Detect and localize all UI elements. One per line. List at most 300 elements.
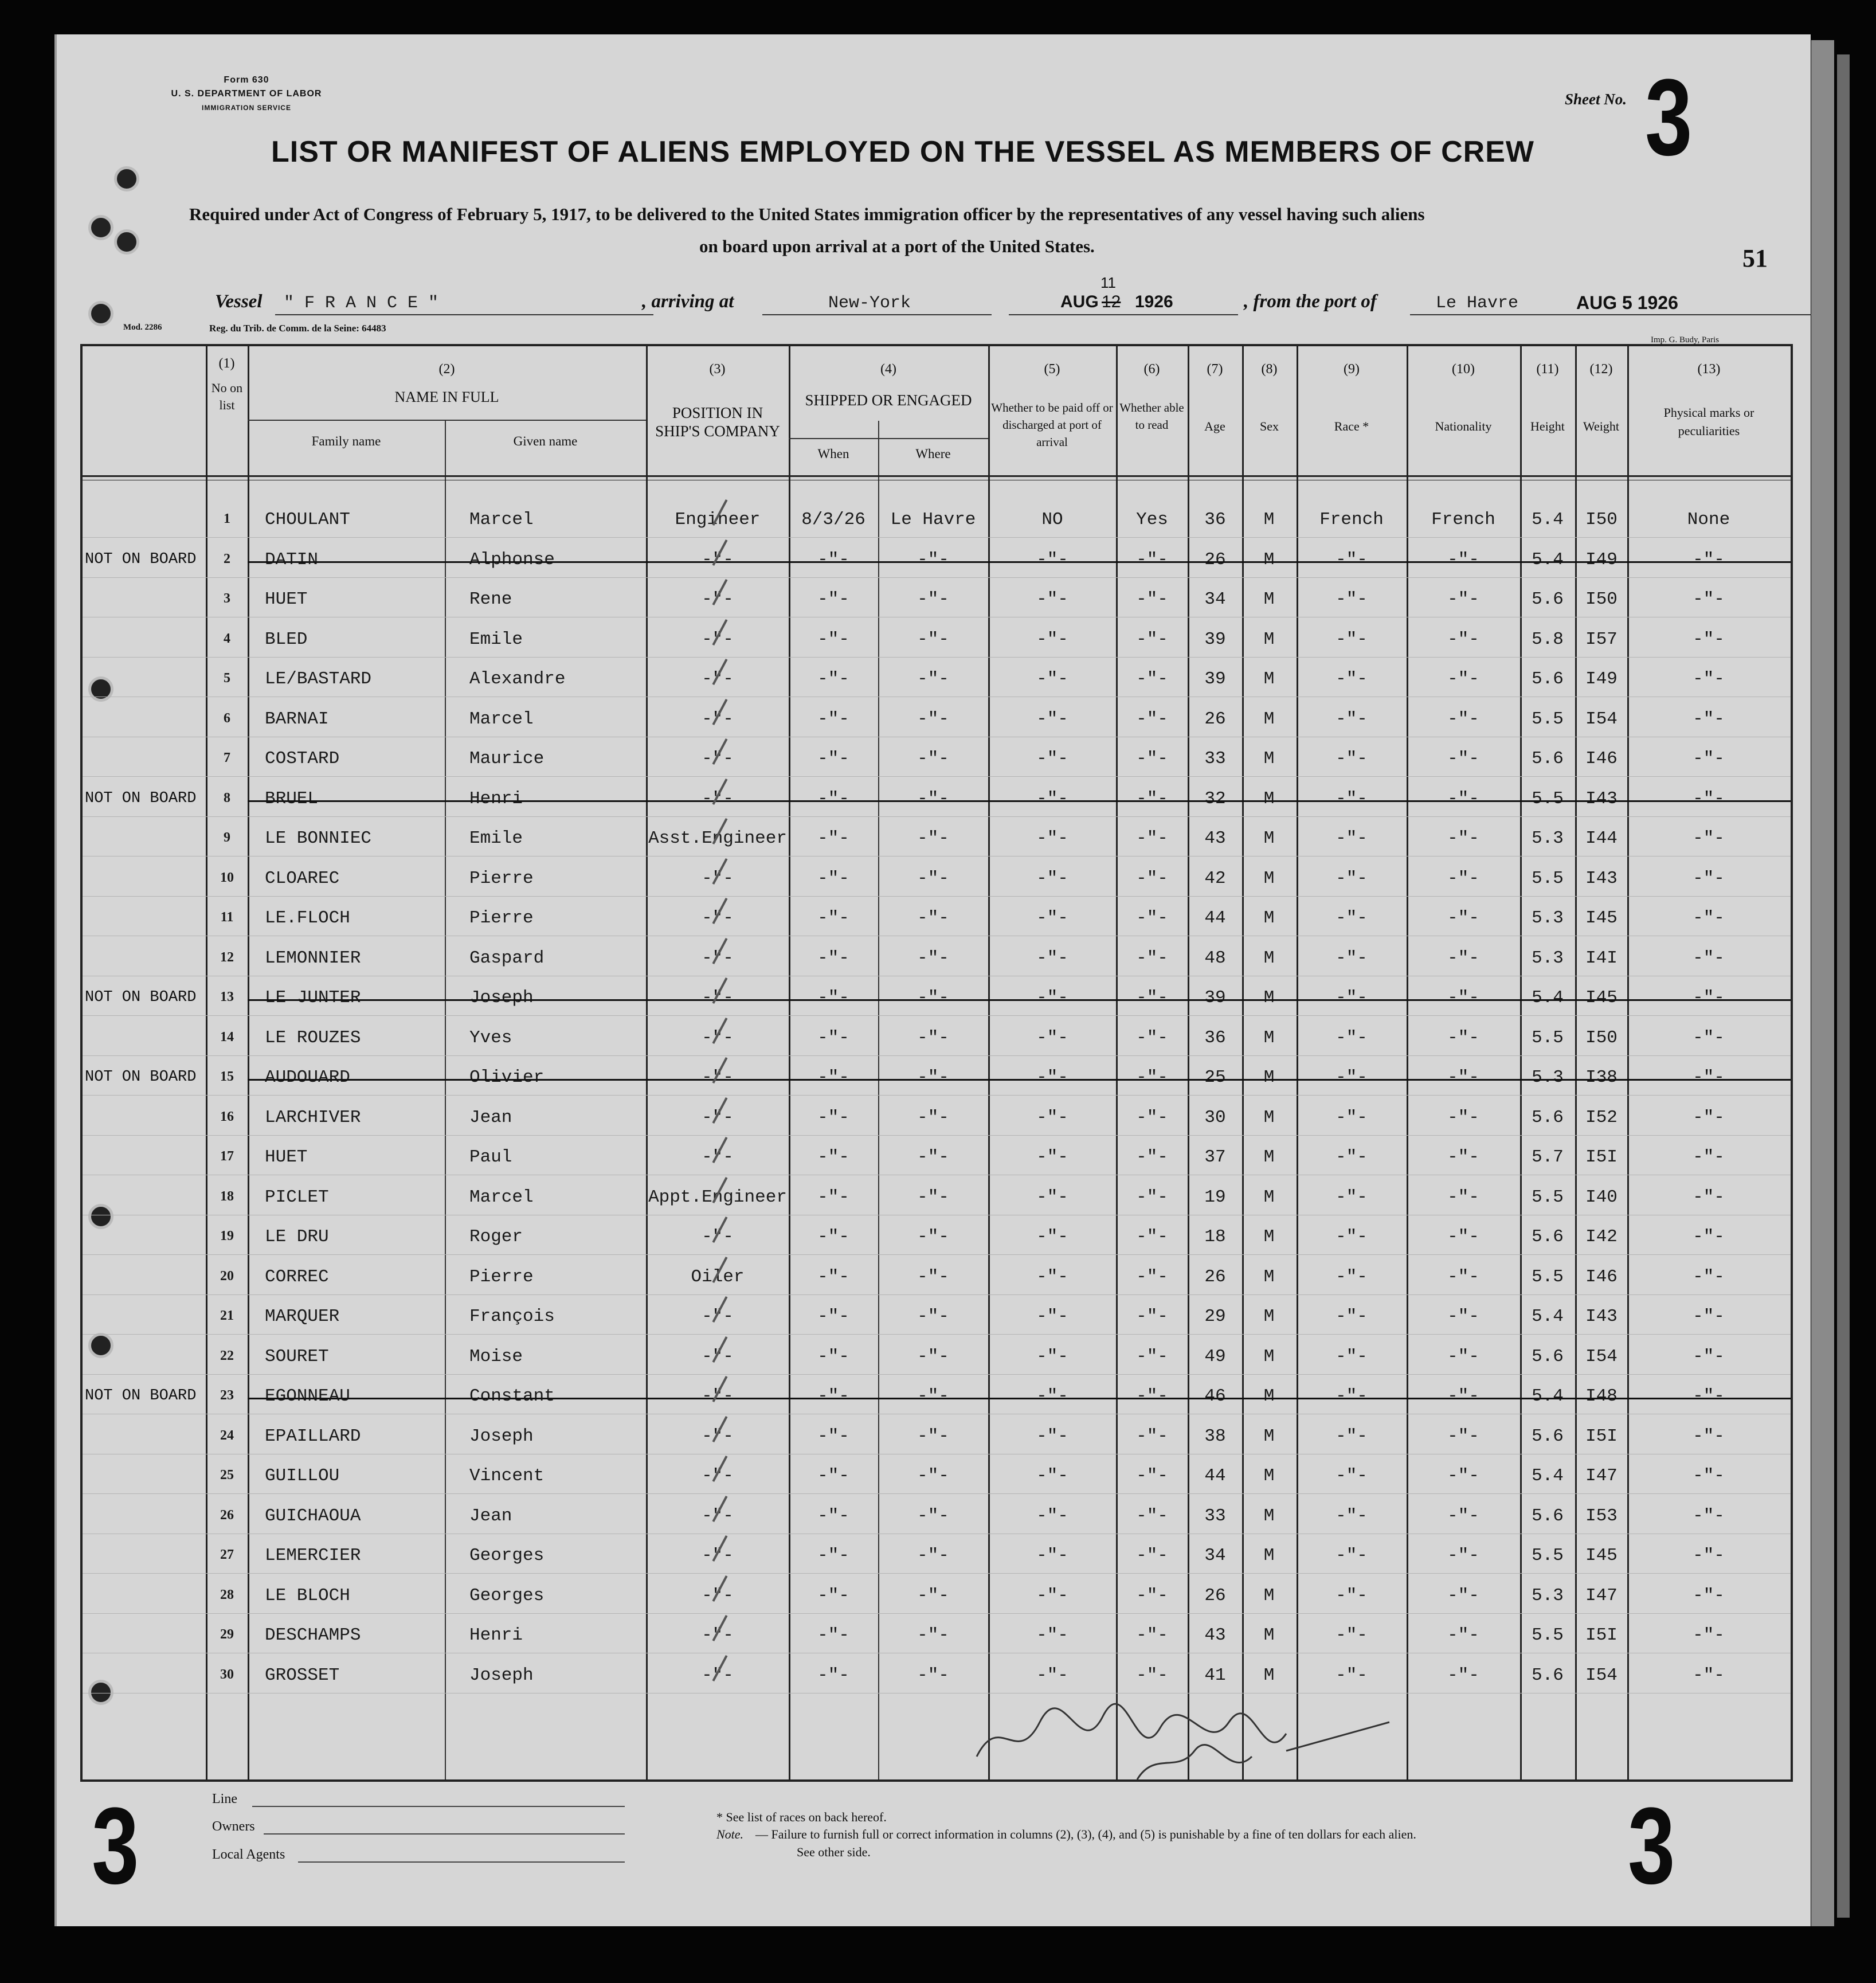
cell-where: -"-	[917, 1625, 949, 1645]
cell-sex: M	[1263, 1266, 1275, 1287]
cell-no: 19	[220, 1229, 234, 1243]
cell-where: -"-	[917, 629, 949, 650]
row-rule	[83, 776, 1791, 777]
cell-weight: I50	[1585, 510, 1617, 530]
cell-marks: -"-	[1693, 1187, 1725, 1207]
cell-given: Marcel	[469, 1187, 534, 1207]
cell-age: 26	[1204, 549, 1226, 570]
cell-marks: -"-	[1693, 1346, 1725, 1367]
cell-sex: M	[1263, 749, 1275, 769]
cell-position: -"-	[702, 1027, 734, 1048]
row-rule	[83, 577, 1791, 578]
vessel-label: Vessel	[215, 291, 263, 312]
cell-read: -"-	[1136, 1147, 1168, 1167]
page-number: 51	[1742, 244, 1768, 272]
cell-family: DESCHAMPS	[265, 1625, 361, 1645]
date-underline	[1009, 314, 1238, 315]
cell-family: GUICHAOUA	[265, 1505, 361, 1526]
cell-when: -"-	[817, 1466, 849, 1486]
arrival-day: 12	[1102, 292, 1121, 311]
cell-when: -"-	[817, 629, 849, 650]
cell-nat: -"-	[1447, 1426, 1479, 1446]
cell-where: -"-	[917, 1107, 949, 1128]
cell-no: 25	[220, 1468, 234, 1483]
cell-age: 39	[1204, 629, 1226, 650]
cell-sex: M	[1263, 988, 1275, 1008]
cell-position: -"-	[702, 669, 734, 689]
cell-height: 5.3	[1532, 1067, 1564, 1088]
cell-race: -"-	[1335, 1546, 1368, 1566]
owners-label: Owners	[212, 1819, 255, 1834]
cell-nat: -"-	[1447, 1466, 1479, 1486]
col3-label: POSITION IN SHIP'S COMPANY	[655, 404, 780, 440]
not-on-board-note: NOT ON BOARD	[85, 789, 197, 807]
cell-position: -"-	[702, 549, 734, 570]
cell-age: 43	[1204, 1625, 1226, 1645]
cell-weight: I54	[1585, 709, 1617, 729]
printer: Imp. G. Budy, Paris	[1651, 335, 1720, 345]
cell-age: 30	[1204, 1107, 1226, 1128]
cell-when: -"-	[817, 988, 849, 1008]
cell-nat: -"-	[1447, 868, 1479, 889]
cell-paid: -"-	[1036, 1665, 1068, 1685]
cell-family: CLOAREC	[265, 868, 340, 889]
cell-paid: -"-	[1036, 1346, 1068, 1367]
cell-weight: I45	[1585, 1546, 1617, 1566]
cell-sex: M	[1263, 868, 1275, 889]
cell-given: Alphonse	[469, 549, 555, 570]
cell-no: 22	[220, 1348, 234, 1363]
cell-no: 21	[220, 1308, 234, 1323]
cell-read: -"-	[1136, 1546, 1168, 1566]
cell-when: -"-	[817, 1346, 849, 1367]
cell-read: -"-	[1136, 1067, 1168, 1088]
cell-sex: M	[1263, 1386, 1275, 1406]
cell-nat: French	[1431, 510, 1495, 530]
cell-paid: -"-	[1036, 1426, 1068, 1446]
cell-age: 36	[1204, 1027, 1226, 1048]
cell-nat: -"-	[1447, 1505, 1479, 1526]
row-rule	[83, 816, 1791, 817]
cell-age: 33	[1204, 1505, 1226, 1526]
cell-sex: M	[1263, 1426, 1275, 1446]
cell-when: -"-	[817, 1546, 849, 1566]
cell-height: 5.3	[1532, 908, 1564, 928]
cell-paid: -"-	[1036, 1466, 1068, 1486]
cell-position: -"-	[702, 1107, 734, 1128]
cell-weight: I47	[1585, 1585, 1617, 1606]
cell-no: 2	[224, 551, 230, 566]
col2-number: (2)	[438, 362, 455, 377]
row-rule	[83, 896, 1791, 897]
mod-label: Mod. 2286	[123, 323, 162, 332]
cell-paid: -"-	[1036, 1187, 1068, 1207]
cell-when: -"-	[817, 1426, 849, 1446]
cell-position: -"-	[702, 1307, 734, 1327]
cell-sex: M	[1263, 788, 1275, 809]
cell-age: 18	[1204, 1227, 1226, 1247]
cell-age: 25	[1204, 1067, 1226, 1088]
cell-marks: -"-	[1693, 709, 1725, 729]
cell-read: -"-	[1136, 988, 1168, 1008]
punch-hole	[88, 215, 113, 240]
cell-given: Joseph	[469, 1426, 534, 1446]
cell-height: 5.6	[1532, 1346, 1564, 1367]
cell-given: Jean	[469, 1505, 512, 1526]
cell-family: BARNAI	[265, 709, 329, 729]
crew-table	[80, 344, 1793, 1782]
cell-nat: -"-	[1447, 629, 1479, 650]
cell-no: 12	[220, 949, 234, 965]
cell-family: HUET	[265, 1147, 308, 1167]
cell-nat: -"-	[1447, 788, 1479, 809]
cell-marks: -"-	[1693, 1665, 1725, 1685]
cell-family: PICLET	[265, 1187, 329, 1207]
row-rule	[83, 1135, 1791, 1136]
cell-height: 5.6	[1532, 1107, 1564, 1128]
cell-given: Jean	[469, 1107, 512, 1128]
cell-height: 5.3	[1532, 828, 1564, 848]
cell-family: BLED	[265, 629, 308, 650]
cell-when: -"-	[817, 589, 849, 609]
cell-weight: I49	[1585, 549, 1617, 570]
cell-weight: I42	[1585, 1227, 1617, 1247]
cell-marks: -"-	[1693, 629, 1725, 650]
cell-nat: -"-	[1447, 749, 1479, 769]
cell-weight: I46	[1585, 749, 1617, 769]
cell-position: Engineer	[675, 510, 761, 530]
col2a-label: Family name	[311, 434, 381, 448]
cell-nat: -"-	[1447, 709, 1479, 729]
cell-family: SOURET	[265, 1346, 329, 1367]
cell-family: EPAILLARD	[265, 1426, 361, 1446]
cell-family: GUILLOU	[265, 1466, 340, 1486]
strike-through-line	[248, 1079, 1791, 1081]
subtitle-line2: on board upon arrival at a port of the United States.	[699, 236, 1095, 256]
cell-weight: I44	[1585, 828, 1617, 848]
cell-paid: -"-	[1036, 788, 1068, 809]
cell-race: -"-	[1335, 988, 1368, 1008]
cell-weight: I49	[1585, 669, 1617, 689]
cell-no: 24	[220, 1427, 234, 1443]
form-header	[155, 73, 338, 115]
col5-label: Whether to be paid off or discharged at port of arrival	[991, 401, 1113, 449]
col4b-label: Where	[915, 447, 951, 461]
cell-race: -"-	[1335, 1266, 1368, 1287]
cell-nat: -"-	[1447, 1227, 1479, 1247]
cell-when: -"-	[817, 1665, 849, 1685]
cell-nat: -"-	[1447, 1346, 1479, 1367]
cell-position: -"-	[702, 1386, 734, 1406]
cell-weight: I38	[1585, 1067, 1617, 1088]
cell-age: 34	[1204, 1546, 1226, 1566]
cell-paid: -"-	[1036, 988, 1068, 1008]
cell-no: 23	[220, 1388, 234, 1403]
cell-weight: I54	[1585, 1346, 1617, 1367]
col-divider	[206, 346, 207, 1779]
cell-sex: M	[1263, 1585, 1275, 1606]
cell-marks: None	[1687, 510, 1730, 530]
cell-race: French	[1319, 510, 1384, 530]
cell-family: CHOULANT	[265, 510, 350, 530]
cell-paid: -"-	[1036, 1107, 1068, 1128]
cell-race: -"-	[1335, 1187, 1368, 1207]
col12-label: Weight	[1583, 419, 1619, 433]
cell-nat: -"-	[1447, 908, 1479, 928]
row-rule	[83, 1613, 1791, 1614]
cell-when: -"-	[817, 1505, 849, 1526]
cell-age: 26	[1204, 1585, 1226, 1606]
cell-paid: -"-	[1036, 629, 1068, 650]
line-label: Line	[212, 1792, 237, 1806]
shipped-subheader-line	[789, 438, 988, 439]
cell-weight: I40	[1585, 1187, 1617, 1207]
cell-read: -"-	[1136, 828, 1168, 848]
cell-read: -"-	[1136, 749, 1168, 769]
cell-family: GROSSET	[265, 1665, 340, 1685]
cell-sex: M	[1263, 908, 1275, 928]
sheet-number-top: 3	[1645, 57, 1693, 178]
cell-age: 34	[1204, 589, 1226, 609]
cell-paid: -"-	[1036, 1227, 1068, 1247]
name-subheader-line	[248, 420, 646, 421]
cell-no: 18	[220, 1188, 234, 1204]
cell-age: 19	[1204, 1187, 1226, 1207]
cell-height: 5.4	[1532, 1386, 1564, 1406]
cell-marks: -"-	[1693, 1067, 1725, 1088]
cell-age: 36	[1204, 510, 1226, 530]
cell-race: -"-	[1335, 1665, 1368, 1685]
cell-nat: -"-	[1447, 1665, 1479, 1685]
owners-underline	[264, 1833, 625, 1835]
cell-read: -"-	[1136, 1266, 1168, 1287]
cell-no: 17	[220, 1149, 234, 1164]
cell-family: LE BONNIEC	[265, 828, 372, 848]
cell-given: Pierre	[469, 868, 534, 889]
cell-weight: I50	[1585, 1027, 1617, 1048]
cell-sex: M	[1263, 1027, 1275, 1048]
cell-position: -"-	[702, 908, 734, 928]
row-rule	[83, 1334, 1791, 1335]
cell-where: Le Havre	[890, 510, 976, 530]
cell-where: -"-	[917, 1027, 949, 1048]
row-rule	[83, 657, 1791, 658]
cell-height: 5.4	[1532, 988, 1564, 1008]
cell-where: -"-	[917, 1466, 949, 1486]
cell-paid: -"-	[1036, 1625, 1068, 1645]
cell-height: 5.8	[1532, 629, 1564, 650]
cell-race: -"-	[1335, 1307, 1368, 1327]
cell-paid: -"-	[1036, 749, 1068, 769]
cell-read: -"-	[1136, 549, 1168, 570]
row-rule	[83, 1254, 1791, 1255]
col2b-label: Given name	[513, 434, 578, 448]
cell-race: -"-	[1335, 1107, 1368, 1128]
cell-marks: -"-	[1693, 988, 1725, 1008]
cell-marks: -"-	[1693, 1505, 1725, 1526]
cell-race: -"-	[1335, 868, 1368, 889]
col2-label: NAME IN FULL	[394, 389, 499, 405]
cell-read: -"-	[1136, 709, 1168, 729]
page-stack-edge	[1837, 54, 1850, 1918]
cell-no: 3	[224, 591, 230, 606]
cell-read: -"-	[1136, 589, 1168, 609]
header-rule	[83, 475, 1791, 477]
subtitle-line1: Required under Act of Congress of February 5, 1917, to be delivered to the United States immigration officer by the representatives of any vessel having such aliens	[189, 204, 1425, 224]
cell-paid: -"-	[1036, 549, 1068, 570]
cell-position: -"-	[702, 1546, 734, 1566]
cell-no: 16	[220, 1109, 234, 1124]
cell-no: 27	[220, 1547, 234, 1562]
cell-age: 37	[1204, 1147, 1226, 1167]
cell-sex: M	[1263, 1505, 1275, 1526]
cell-sex: M	[1263, 510, 1275, 530]
cell-when: -"-	[817, 908, 849, 928]
col4-label: SHIPPED OR ENGAGED	[805, 392, 972, 409]
cell-read: -"-	[1136, 1307, 1168, 1327]
cell-race: -"-	[1335, 629, 1368, 650]
cell-read: -"-	[1136, 1386, 1168, 1406]
cell-family: HUET	[265, 589, 308, 609]
cell-family: LE JUNTER	[265, 988, 361, 1008]
cell-paid: -"-	[1036, 1585, 1068, 1606]
cell-given: Emile	[469, 629, 523, 650]
cell-marks: -"-	[1693, 1466, 1725, 1486]
cell-marks: -"-	[1693, 749, 1725, 769]
cell-where: -"-	[917, 709, 949, 729]
cell-marks: -"-	[1693, 1107, 1725, 1128]
cell-age: 43	[1204, 828, 1226, 848]
cell-position: -"-	[702, 749, 734, 769]
cell-race: -"-	[1335, 828, 1368, 848]
cell-height: 5.7	[1532, 1147, 1564, 1167]
cell-height: 5.5	[1532, 709, 1564, 729]
cell-sex: M	[1263, 828, 1275, 848]
cell-position: -"-	[702, 948, 734, 968]
cell-position: -"-	[702, 1227, 734, 1247]
cell-no: 30	[220, 1667, 234, 1682]
cell-age: 44	[1204, 908, 1226, 928]
cell-marks: -"-	[1693, 1227, 1725, 1247]
vessel-name: " F R A N C E "	[284, 294, 439, 313]
cell-weight: I50	[1585, 589, 1617, 609]
cell-weight: I43	[1585, 1307, 1617, 1327]
col8-label: Sex	[1260, 419, 1279, 433]
cell-marks: -"-	[1693, 868, 1725, 889]
cell-position: -"-	[702, 1466, 734, 1486]
cell-when: -"-	[817, 749, 849, 769]
cell-nat: -"-	[1447, 1147, 1479, 1167]
cell-where: -"-	[917, 749, 949, 769]
cell-where: -"-	[917, 589, 949, 609]
cell-weight: I48	[1585, 1386, 1617, 1406]
cell-paid: -"-	[1036, 868, 1068, 889]
cell-weight: I46	[1585, 1266, 1617, 1287]
cell-family: BRUEL	[265, 788, 319, 809]
arrival-month: AUG	[1060, 292, 1099, 311]
cell-given: Henri	[469, 1625, 523, 1645]
cell-given: Roger	[469, 1227, 523, 1247]
cell-age: 33	[1204, 749, 1226, 769]
cell-race: -"-	[1335, 669, 1368, 689]
departure-port: Le Havre	[1436, 294, 1519, 313]
cell-given: Marcel	[469, 709, 534, 729]
cell-where: -"-	[917, 1546, 949, 1566]
cell-height: 5.6	[1532, 589, 1564, 609]
cell-nat: -"-	[1447, 1187, 1479, 1207]
cell-position: -"-	[702, 1585, 734, 1606]
cell-when: -"-	[817, 669, 849, 689]
cell-paid: -"-	[1036, 1505, 1068, 1526]
cell-weight: I43	[1585, 868, 1617, 889]
cell-paid: -"-	[1036, 908, 1068, 928]
row-rule	[83, 1015, 1791, 1016]
cell-paid: -"-	[1036, 709, 1068, 729]
cell-when: -"-	[817, 828, 849, 848]
cell-family: COSTARD	[265, 749, 340, 769]
cell-read: -"-	[1136, 908, 1168, 928]
sheet-number-bottom-right: 3	[1628, 1785, 1675, 1907]
cell-read: -"-	[1136, 1187, 1168, 1207]
cell-read: -"-	[1136, 1585, 1168, 1606]
cell-height: 5.5	[1532, 868, 1564, 889]
cell-age: 32	[1204, 788, 1226, 809]
cell-no: 8	[224, 790, 230, 805]
not-on-board-note: NOT ON BOARD	[85, 989, 197, 1006]
cell-nat: -"-	[1447, 1307, 1479, 1327]
cell-sex: M	[1263, 948, 1275, 968]
cell-weight: I45	[1585, 988, 1617, 1008]
cell-age: 38	[1204, 1426, 1226, 1446]
cell-marks: -"-	[1693, 948, 1725, 968]
cell-given: Alexandre	[469, 669, 566, 689]
cell-position: -"-	[702, 1067, 734, 1088]
cell-nat: -"-	[1447, 1585, 1479, 1606]
cell-no: 4	[224, 631, 230, 646]
registry: Reg. du Trib. de Comm. de la Seine: 64483	[209, 323, 386, 334]
cell-where: -"-	[917, 1346, 949, 1367]
strike-through-line	[248, 1398, 1791, 1399]
cell-height: 5.5	[1532, 1027, 1564, 1048]
cell-no: 7	[224, 750, 230, 765]
strike-through-line	[248, 999, 1791, 1001]
cell-where: -"-	[917, 1386, 949, 1406]
cell-sex: M	[1263, 709, 1275, 729]
cell-when: -"-	[817, 1107, 849, 1128]
row-rule	[83, 1055, 1791, 1056]
cell-height: 5.5	[1532, 1187, 1564, 1207]
cell-sex: M	[1263, 1625, 1275, 1645]
not-on-board-note: NOT ON BOARD	[85, 550, 197, 568]
cell-race: -"-	[1335, 1625, 1368, 1645]
cell-weight: I52	[1585, 1107, 1617, 1128]
cell-no: 26	[220, 1507, 234, 1523]
cell-family: MARQUER	[265, 1307, 340, 1327]
cell-where: -"-	[917, 1187, 949, 1207]
col6-label: Whether able to read	[1119, 401, 1184, 432]
punch-hole	[114, 166, 139, 191]
col-divider	[445, 421, 446, 1779]
cell-read: -"-	[1136, 788, 1168, 809]
cell-race: -"-	[1335, 1466, 1368, 1486]
strike-through-line	[248, 561, 1791, 563]
cell-sex: M	[1263, 1665, 1275, 1685]
cell-when: -"-	[817, 1386, 849, 1406]
cell-race: -"-	[1335, 908, 1368, 928]
cell-where: -"-	[917, 908, 949, 928]
cell-sex: M	[1263, 1466, 1275, 1486]
col12-number: (12)	[1589, 362, 1613, 377]
